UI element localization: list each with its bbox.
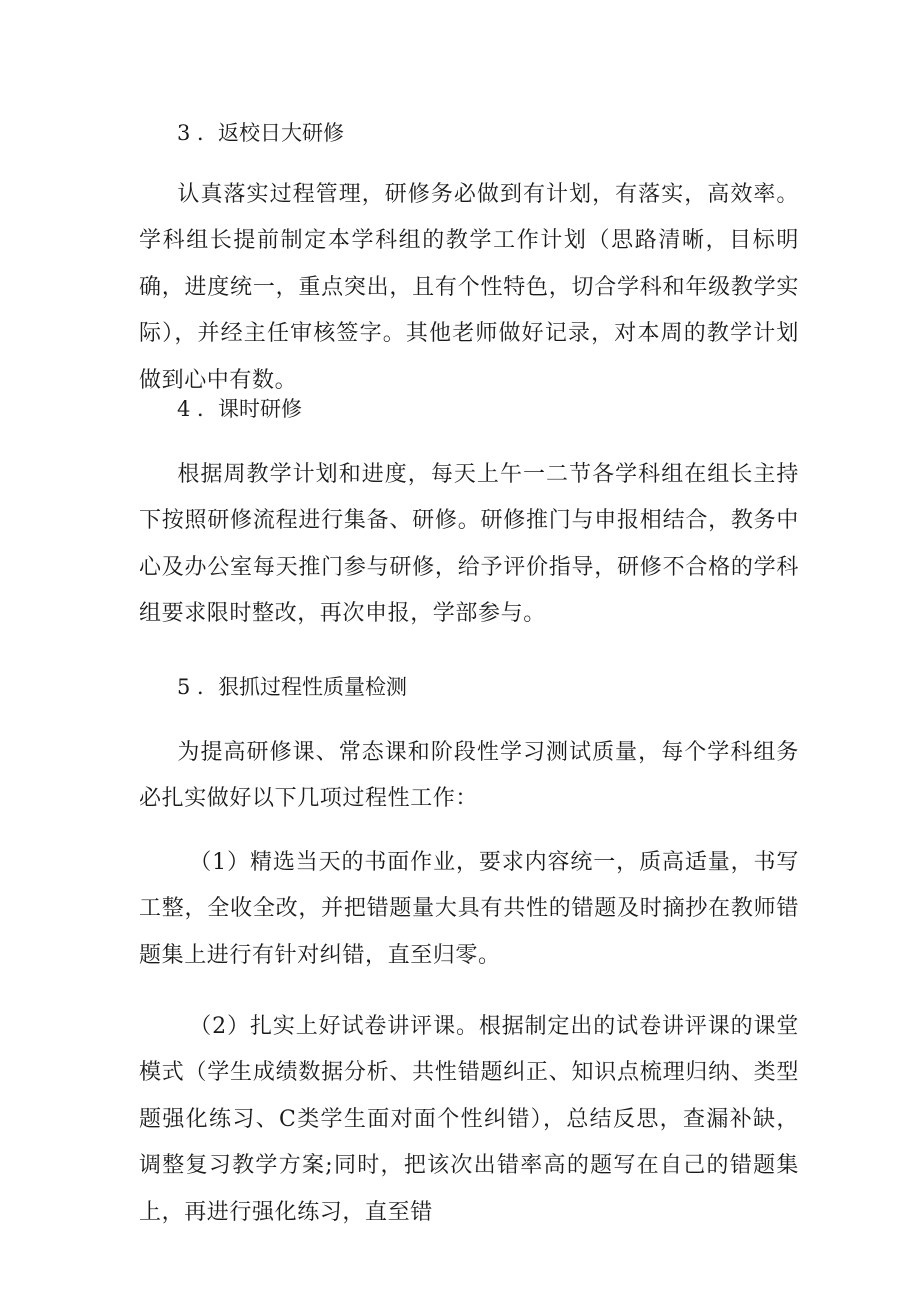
section-paragraph-4	[139, 452, 799, 638]
section-heading-5: 5 ．狠抓过程性质量检测	[177, 675, 408, 699]
section-paragraph-5	[139, 730, 799, 823]
section-heading-4: 4 ．课时研修	[177, 397, 303, 421]
section-paragraph-4-text: 根据周教学计划和进度，每天上午一二节各学科组在组长主持下按照研修流程进行集备、研修。研修推门与申报相结合，教务中心及办公室每天推门参与研修，给予评价指导，研修不合格的学科组要求限时整改，再次申报，学部参与。	[139, 462, 799, 627]
list-item	[139, 1004, 799, 1236]
section-heading-3: 3 ．返校日大研修	[177, 121, 345, 145]
list-item	[139, 840, 799, 979]
list-item-text: （2）扎实上好试卷讲评课。根据制定出的试卷讲评课的课堂模式（学生成绩数据分析、共性错题纠正、知识点梳理归纳、类型题强化练习、C类学生面对面个性纠错），总结反思，查漏补缺，调整复习教学方案;同时，把该次出错率高的题写在自己的错题集上，再进行强化练习，直至错	[139, 1014, 799, 1225]
section-paragraph-5-text: 为提高研修课、常态课和阶段性学习测试质量，每个学科组务必扎实做好以下几项过程性工作：	[139, 740, 799, 812]
section-paragraph-3	[139, 172, 799, 404]
list-item-text: （1）精选当天的书面作业，要求内容统一，质高适量，书写工整，全收全改，并把错题量大具有共性的错题及时摘抄在教师错题集上进行有针对纠错，直至归零。	[139, 850, 799, 968]
section-paragraph-3-text: 认真落实过程管理，研修务必做到有计划，有落实，高效率。学科组长提前制定本学科组的教学工作计划（思路清晰，目标明确，进度统一，重点突出，且有个性特色，切合学科和年级教学实际），并经主任审核签字。其他老师做好记录，对本周的教学计划做到心中有数。	[139, 182, 799, 393]
